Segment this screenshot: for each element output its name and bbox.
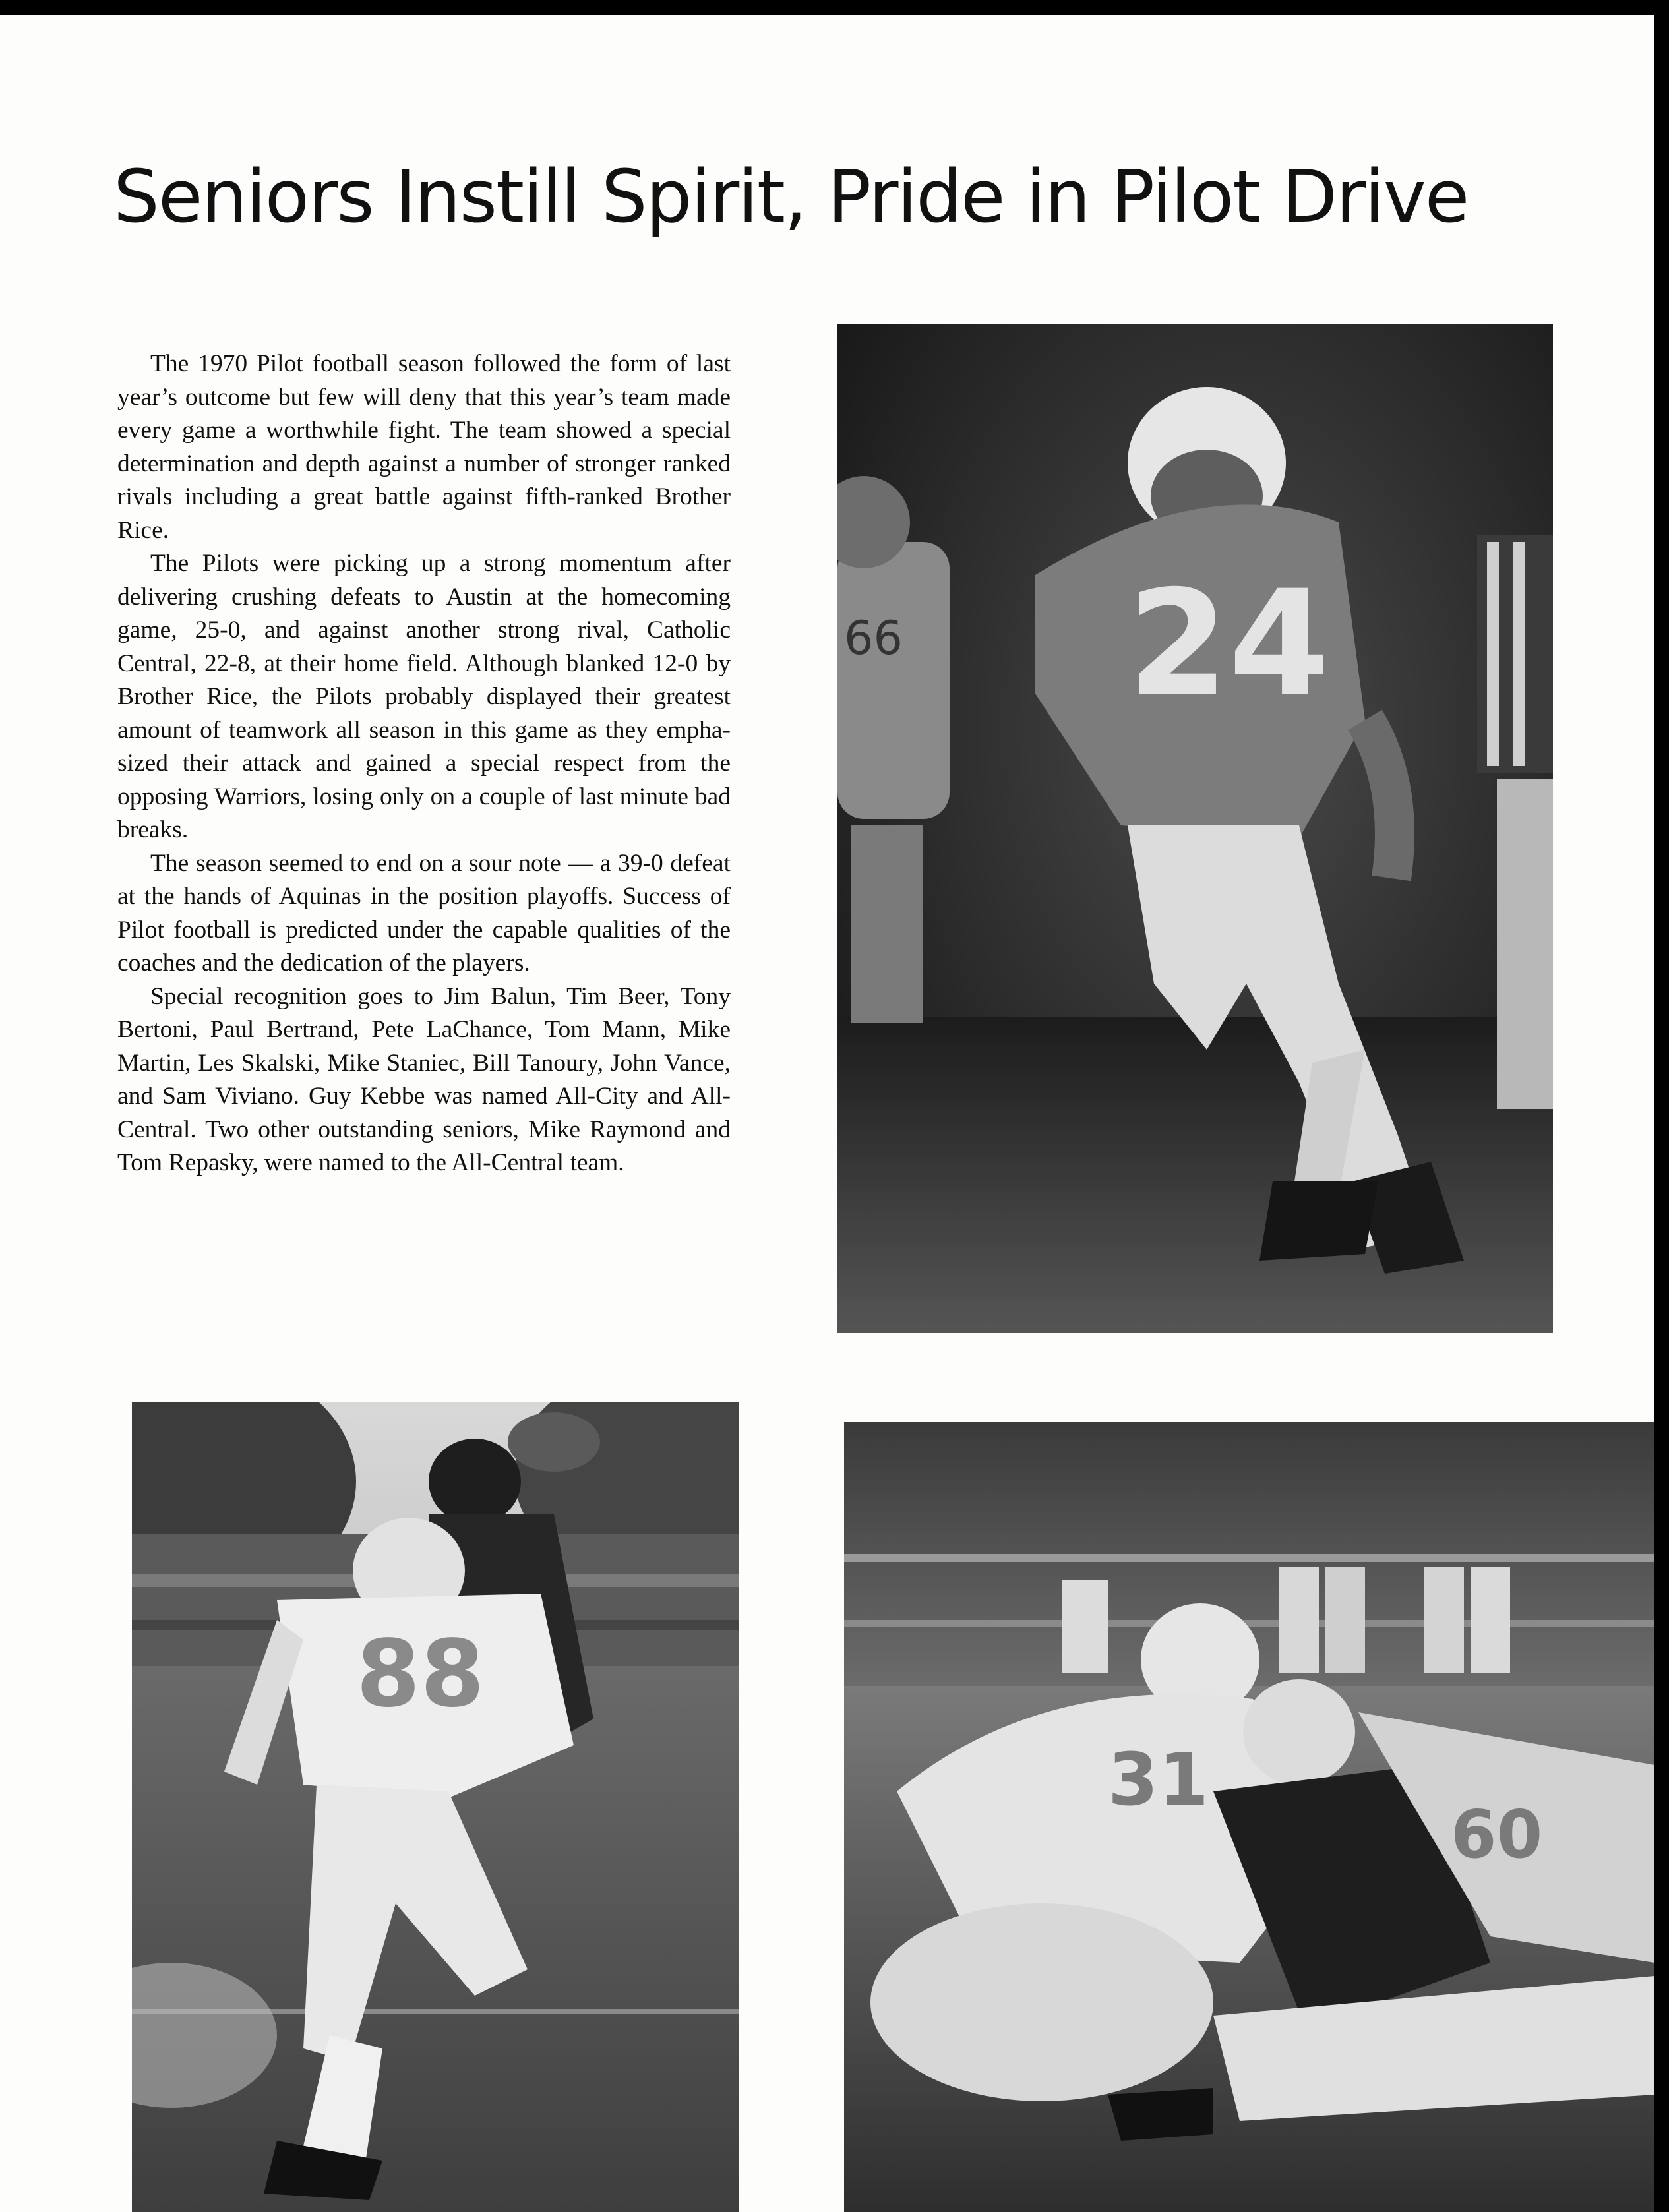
photo-pileup-image — [844, 1422, 1654, 2212]
pileup-jersey-number-1: 31 — [1108, 1737, 1209, 1822]
article-paragraph: Special recognition goes to Jim Balun, Tim Beer, Tony Bertoni, Paul Bertrand, Pete LaChance, Tom Mann, Mike Martin, Les Skalski, Mike Staniec, Bill Tanoury, John Vance, and Sam Viviano. Guy Kebbe was named All-City and All-Central. Two other outstanding seniors, Mike Raymond and Tom Repasky, were named to the All-Central team. — [117, 982, 731, 1176]
pileup-jersey-number-2: 60 — [1451, 1796, 1543, 1873]
photo-runner — [837, 324, 1553, 1333]
rival-jersey-number: 66 — [844, 611, 903, 665]
article-paragraph: The 1970 Pilot football season followed the form of last year’s outcome but few will deny that this year’s team made every game a worthwhile fight. The team showed a special determination and depth against a number of stronger ranked rivals including a great battle against fifth-ranked Brother Rice. — [117, 350, 731, 544]
article-body — [117, 347, 731, 1180]
photo-pileup — [844, 1422, 1654, 2212]
photo-receiver-image — [132, 1402, 739, 2212]
article-paragraph: The season seemed to end on a sour note — a 39-0 defeat at the hands of Aquinas in the position playoffs. Success of Pilot football is predicted under the capable qualities of the coaches and the dedication of the players. — [117, 849, 731, 976]
photo-receiver — [132, 1402, 739, 2212]
receiver-jersey-number: 88 — [356, 1621, 485, 1728]
yearbook-page — [0, 15, 1654, 2212]
photo-runner-image — [837, 324, 1553, 1333]
article-paragraph: The Pilots were picking up a strong momentum after delivering crushing defeats to Austin at the homecoming game, 25-0, and against another strong rival, Catholic Central, 22-8, at their home field. Although blanked 12-0 by Brother Rice, the Pilots probably displayed their greatest amount of teamwork all season in this game as they emphasized their attack and gained a special respect from the opposing Warriors, losing only on a couple of last minute bad breaks. — [117, 550, 731, 843]
runner-jersey-number: 24 — [1128, 559, 1330, 728]
page-title: Seniors Instill Spirit, Pride in Pilot Drive — [113, 154, 1469, 239]
